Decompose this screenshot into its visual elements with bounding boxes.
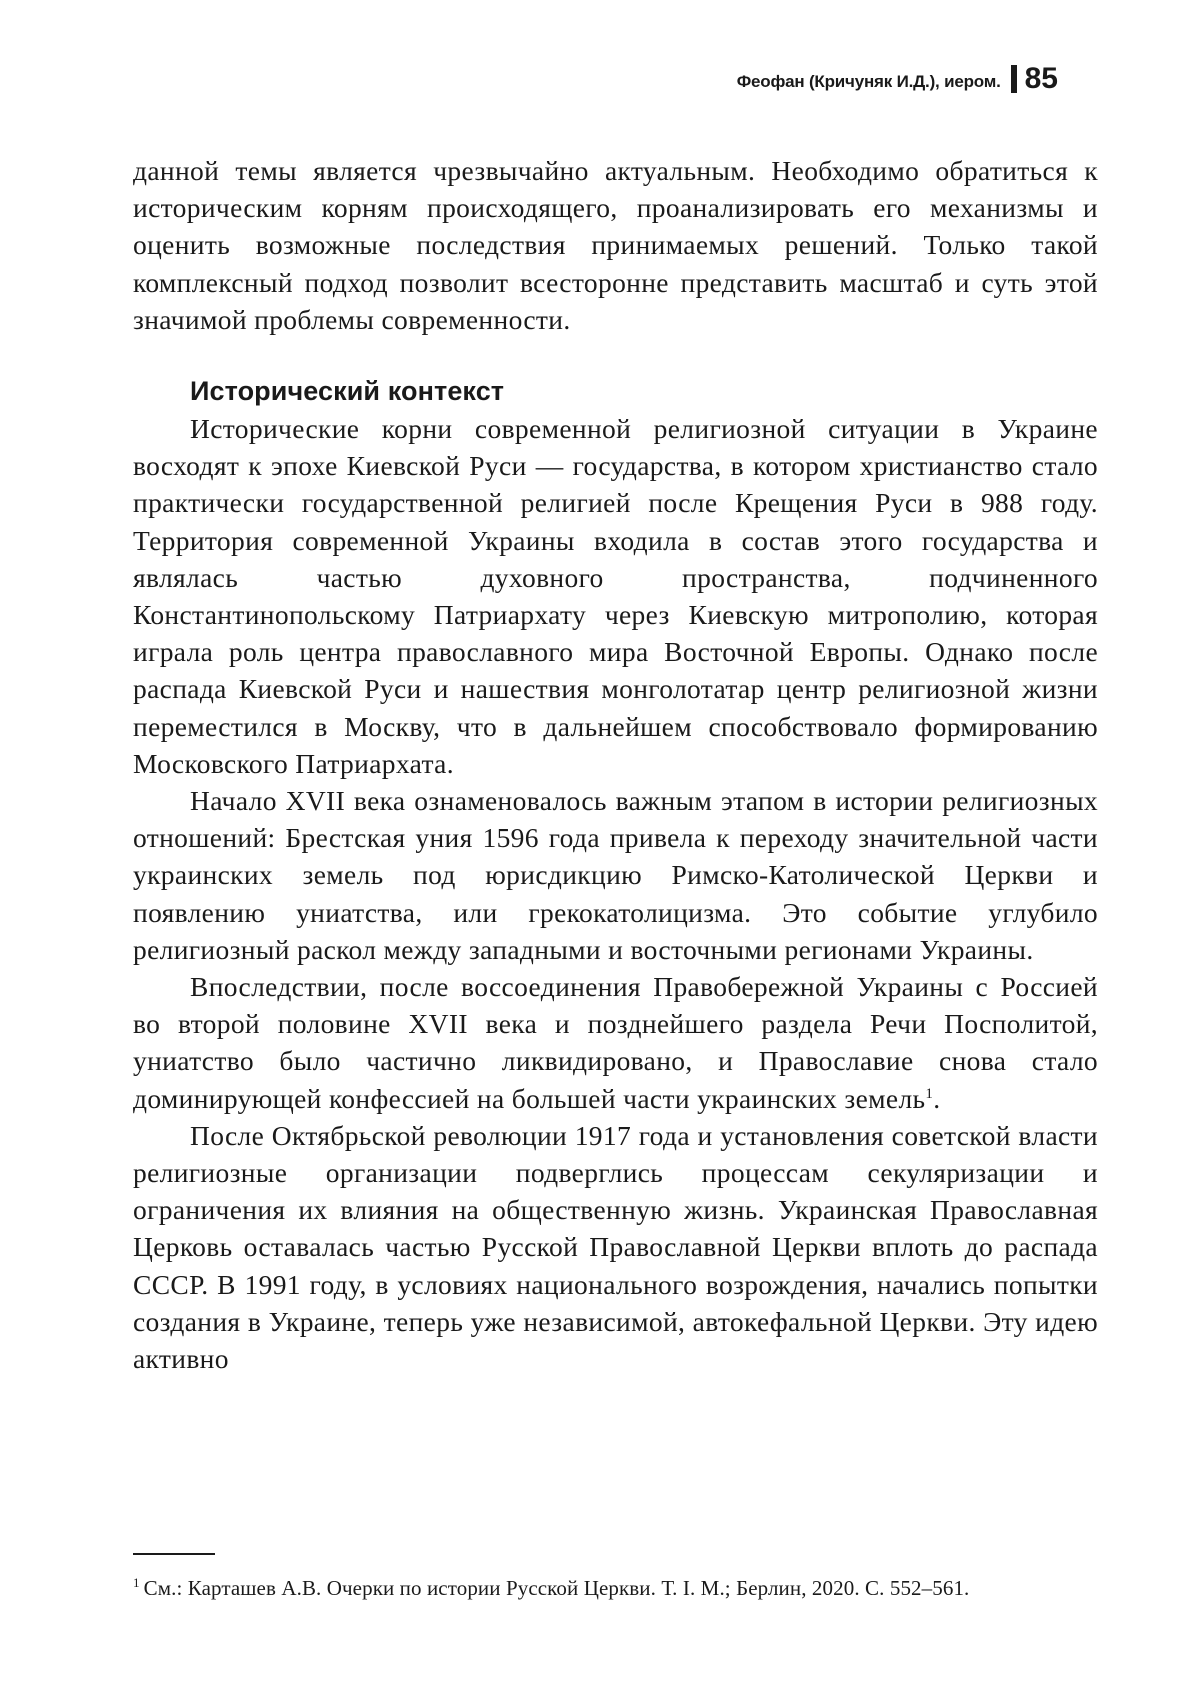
- paragraph-1: Исторические корни современной религиозной ситуации в Украине восходят к эпохе Киевской Руси — государства, в котором христианство стало практически государственной религией после Крещения Руси в 988 году. Территория современной Украины входила в состав этого государства и являлась частью духовного пространства, подчиненного Константинопольскому Патриархату через Киевскую митрополию, которая играла роль центра православного мира Восточной Европы. Однако после распада Киевской Руси и нашествия монголотатар центр религиозной жизни переместился в Москву, что в дальнейшем способствовало формированию Московского Патриархата.: [133, 413, 1098, 779]
- paragraph-2: Начало XVII века ознаменовалось важным этапом в истории религиозных отношений: Брестская уния 1596 года привела к переходу значительной части украинских земель под юрисдикцию Римско-Католической Церкви и появлению униатства, или грекокатолицизма. Это событие углубило религиозный раскол между западными и восточными регионами Украины.: [133, 785, 1098, 965]
- footnote-marker: 1: [133, 1575, 140, 1590]
- footnote: [133, 1574, 1098, 1602]
- running-head-divider: [1011, 65, 1017, 93]
- section-heading: Исторический контекст: [190, 376, 505, 407]
- footnote-text: См.: Карташев А.В. Очерки по истории Русской Церкви. Т. I. М.; Берлин, 2020. С. 552–561.: [143, 1576, 970, 1600]
- page-number: 85: [1024, 62, 1058, 95]
- footnote-reference: 1: [925, 1085, 934, 1102]
- running-head: [737, 64, 1058, 94]
- intro-paragraph: данной темы является чрезвычайно актуальным. Необходимо обратиться к историческим корням происходящего, проанализировать его механизмы и оценить возможные последствия принимаемых решений. Только такой комплексный подход позволит всесторонне представить масштаб и суть этой значимой проблемы современности.: [133, 155, 1098, 335]
- body-text: [133, 152, 1098, 1377]
- footnote-divider: [133, 1553, 215, 1555]
- paragraph-4: После Октябрьской революции 1917 года и установления советской власти религиозные организации подверглись процессам секуляризации и ограничения их влияния на общественную жизнь. Украинская Православная Церковь оставалась частью Русской Православной Церкви вплоть до распада СССР. В 1991 году, в условиях национального возрождения, начались попытки создания в Украине, теперь уже независимой, автокефальной Церкви. Эту идею активно: [133, 1119, 1098, 1375]
- running-head-author: Феофан (Кричуняк И.Д.), иером.: [736, 72, 1001, 91]
- paragraph-3-end: .: [933, 1082, 941, 1114]
- paragraph-3: [133, 968, 1098, 1117]
- paragraph-3-text: Впоследствии, после воссоединения Правобережной Украины с Россией во второй половине XVII века и позднейшего раздела Речи Посполитой, униатство было частично ликвидировано, и Православие снова стало доминирующей конфессией на большей части украинских земель: [133, 971, 1098, 1114]
